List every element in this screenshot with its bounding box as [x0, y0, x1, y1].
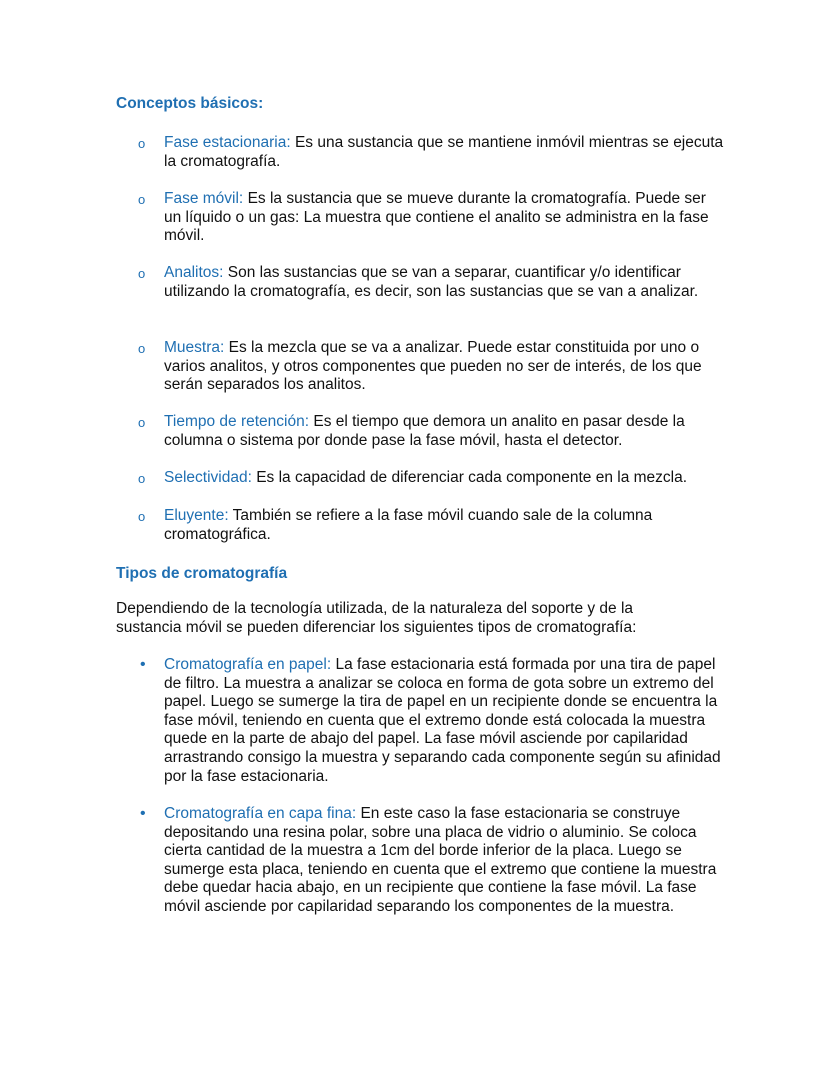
- concept-item-fase-estacionaria: [138, 134, 724, 171]
- concept-definition: También se refiere a la fase móvil cuando sale de la columna cromatográfica.: [164, 507, 653, 543]
- concept-item-analitos: [138, 264, 724, 301]
- section-heading-tipos: Tipos de cromatografía: [116, 565, 288, 582]
- concept-term: Eluyente:: [164, 507, 229, 524]
- circle-bullet-icon: o: [138, 266, 146, 281]
- concept-definition: Es la sustancia que se mueve durante la cromatografía. Puede ser un líquido o un gas: La muestra que contiene el analito se administra en la fase móvil.: [164, 190, 709, 245]
- section-heading-conceptos: Conceptos básicos:: [116, 95, 264, 112]
- concept-item-tiempo-retencion: [138, 413, 724, 450]
- concept-term: Tiempo de retención:: [164, 413, 310, 430]
- section-intro-paragraph: Dependiendo de la tecnología utilizada, de la naturaleza del soporte y de la sustancia móvil se pueden diferenciar los siguientes tipos de cromatografía:: [116, 600, 637, 636]
- concept-definition: Son las sustancias que se van a separar, cuantificar y/o identificar utilizando la cromatografía, es decir, son las sustancias que se van a analizar.: [164, 264, 699, 300]
- circle-bullet-icon: o: [138, 192, 146, 207]
- concept-definition: Es la mezcla que se va a analizar. Puede estar constituida por uno o varios analitos, y otros componentes que pueden no ser de interés, de los que serán separados los analitos.: [164, 339, 702, 394]
- type-term: Cromatografía en capa fina:: [164, 805, 357, 822]
- circle-bullet-icon: o: [138, 341, 146, 356]
- concept-term: Analitos:: [164, 264, 224, 281]
- concept-term: Muestra:: [164, 339, 225, 356]
- type-item-papel: [140, 656, 724, 786]
- concept-definition: Es la capacidad de diferenciar cada componente en la mezcla.: [256, 469, 688, 486]
- type-description: En este caso la fase estacionaria se construye depositando una resina polar, sobre una placa de vidrio o aluminio. Se coloca cierta cantidad de la muestra a 1cm del borde inferior de la placa. Luego se sumerge esta placa, teniendo en cuenta que el extremo que contiene la muestra debe quedar hacia abajo, en un recipiente que contiene la fase móvil. La fase móvil asciende por capilaridad separando los componentes de la muestra.: [164, 805, 717, 915]
- bullet-icon: •: [140, 656, 146, 673]
- concept-item-selectividad: [138, 469, 724, 488]
- circle-bullet-icon: o: [138, 471, 146, 486]
- circle-bullet-icon: o: [138, 136, 146, 151]
- concept-definition: Es el tiempo que demora un analito en pasar desde la columna o sistema por donde pase la fase móvil, hasta el detector.: [164, 413, 685, 449]
- type-item-capa-fina: [140, 805, 724, 917]
- circle-bullet-icon: o: [138, 415, 146, 430]
- circle-bullet-icon: o: [138, 509, 146, 524]
- concept-item-eluyente: [138, 507, 724, 544]
- type-term: Cromatografía en papel:: [164, 656, 332, 673]
- bullet-icon: •: [140, 805, 146, 822]
- concept-item-muestra: [138, 339, 724, 395]
- concept-term: Fase móvil:: [164, 190, 244, 207]
- concept-term: Fase estacionaria:: [164, 134, 291, 151]
- concept-term: Selectividad:: [164, 469, 252, 486]
- type-description: La fase estacionaria está formada por una tira de papel de filtro. La muestra a analizar se coloca en forma de gota sobre un extremo del papel. Luego se sumerge la tira de papel en un recipiente donde se encuentra la fase móvil, teniendo en cuenta que el extremo donde está colocada la muestra quede en la parte de abajo del papel. La fase móvil asciende por capilaridad arrastrando consigo la muestra y separando cada componente según su afinidad por la fase estacionaria.: [164, 656, 721, 785]
- concept-item-fase-movil: [138, 190, 724, 246]
- concept-definition: Es una sustancia que se mantiene inmóvil mientras se ejecuta la cromatografía.: [164, 134, 724, 170]
